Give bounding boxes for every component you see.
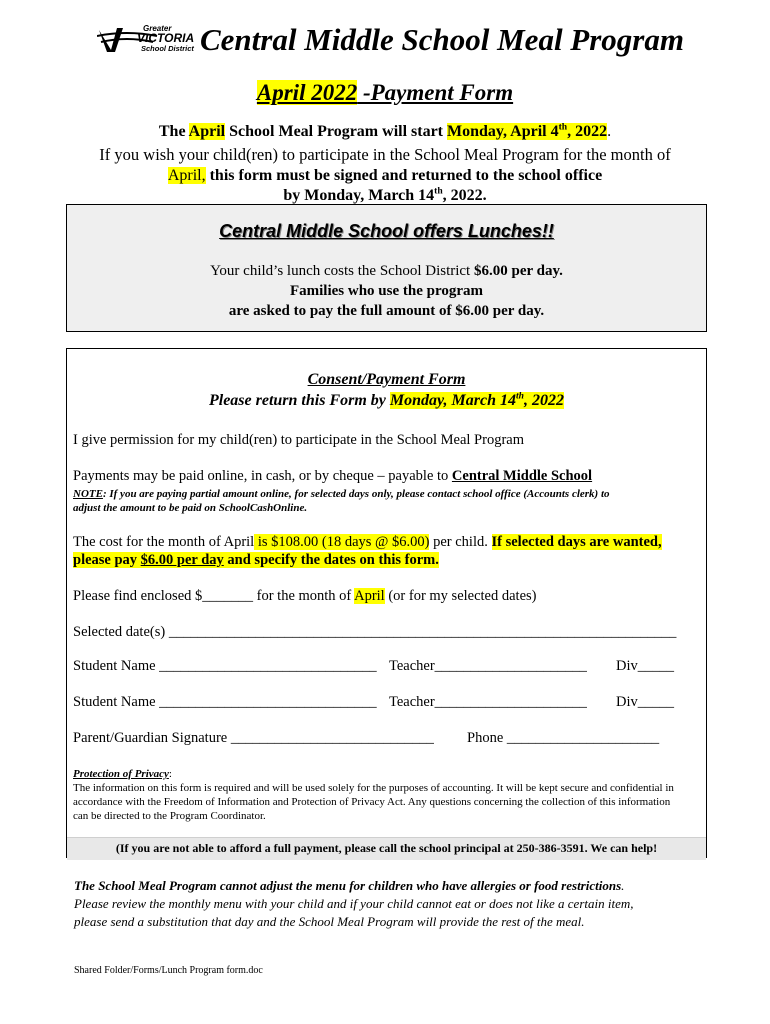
div-field-2[interactable]: Div_____	[616, 694, 674, 710]
permission-statement: I give permission for my child(ren) to participate in the School Meal Program	[73, 432, 524, 448]
selected-dates-field[interactable]: Selected date(s) ______________________________________________________________________	[73, 624, 677, 640]
lunch-cost-line: Your child’s lunch costs the School District $6.00 per day.	[210, 263, 563, 279]
intro-line-2: If you wish your child(ren) to participate in the School Meal Program for the month of	[99, 145, 671, 164]
svg-text:VICTORIA: VICTORIA	[137, 31, 195, 45]
div-field-1[interactable]: Div_____	[616, 658, 674, 674]
privacy-statement: The information on this form is required and will be used solely for the purposes of accounting. It will be kept secure and confidential in accordance with the Freedom of Information and Protection of Privacy Act. Any questions concerning the collection of this information can be directed to the Program Coordinator.	[73, 782, 674, 822]
help-message: (If you are not able to afford a full payment, please call the school principal at 250-386-3591. We can help!	[115, 841, 658, 855]
page-subtitle: April 2022 -Payment Form	[256, 80, 514, 105]
teacher-field-2[interactable]: Teacher_____________________	[389, 694, 587, 710]
form-return-line: Please return this Form by Monday, March 14th, 2022	[208, 390, 564, 409]
intro-line-1: The April School Meal Program will start Monday, April 4th, 2022.	[158, 121, 612, 140]
phone-field[interactable]: Phone _____________________	[467, 730, 660, 746]
school-district-logo	[97, 22, 195, 54]
intro-line-4: by Monday, March 14th, 2022.	[283, 185, 487, 204]
lunch-info-box	[66, 204, 707, 332]
svg-text:School District: School District	[141, 44, 194, 53]
enclosed-amount-field[interactable]: Please find enclosed $_______ for the month of April (or for my selected dates)	[73, 588, 537, 604]
menu-review-line-2: please send a substitution that day and the School Meal Program will provide the rest of the meal.	[74, 914, 585, 929]
file-path: Shared Folder/Forms/Lunch Program form.doc	[74, 965, 263, 976]
consent-payment-form	[66, 348, 707, 858]
page-title: Central Middle School Meal Program	[200, 22, 684, 57]
menu-review-line-1: Please review the monthly menu with your child and if your child cannot eat or does not like a certain item,	[74, 896, 634, 911]
intro-line-3: April, this form must be signed and returned to the school office	[167, 167, 603, 184]
help-bar	[67, 837, 706, 860]
payment-methods: Payments may be paid online, in cash, or by cheque – payable to Central Middle School	[73, 468, 593, 484]
privacy-label: Protection of Privacy:	[73, 768, 172, 780]
student-name-field-2[interactable]: Student Name ______________________________	[73, 694, 377, 710]
lunch-amount-line: are asked to pay the full amount of $6.00 per day.	[228, 303, 545, 319]
guardian-signature-field[interactable]: Parent/Guardian Signature ____________________________	[73, 730, 434, 746]
cost-line-1: The cost for the month of April is $108.00 (18 days @ $6.00) per child. If selected days are wanted,	[73, 534, 662, 550]
cost-line-2: please pay $6.00 per day and specify the dates on this form.	[73, 552, 439, 568]
lunch-box-heading: Central Middle School offers Lunches!!	[219, 221, 554, 241]
form-heading: Consent/Payment Form	[307, 371, 466, 388]
allergy-notice: The School Meal Program cannot adjust the menu for children who have allergies or food restrictions.	[74, 878, 625, 893]
partial-payment-note: NOTE: If you are paying partial amount online, for selected days only, please contact school office (Accounts clerk) to adjust the amount to be paid on SchoolCashOnline.	[73, 488, 610, 514]
svg-text:Greater: Greater	[143, 24, 172, 33]
lunch-families-line: Families who use the program	[289, 283, 484, 299]
teacher-field-1[interactable]: Teacher_____________________	[389, 658, 587, 674]
student-name-field-1[interactable]: Student Name ______________________________	[73, 658, 377, 674]
